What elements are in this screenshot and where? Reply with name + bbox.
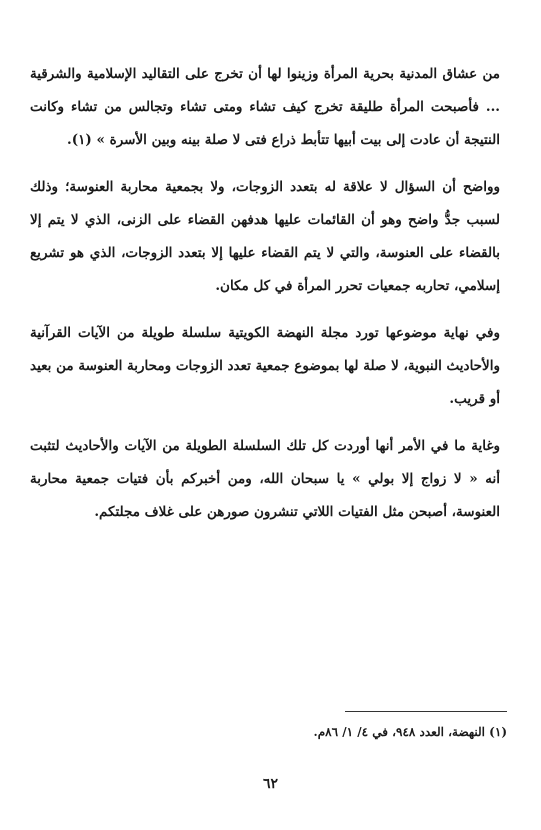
paragraph-4: وغاية ما في الأمر أنها أوردت كل تلك السلسلة الطويلة من الآيات والأحاديث لتثبت أنه « لا زواج إلا بولي » يا سبحان الله، ومن أخبركم بأن فتيات جمعية محاربة العنوسة، أصبحن مثل الفتيات اللاتي تنشرون صورهن على غلاف مجلتكم.: [30, 438, 500, 520]
main-text: [30, 58, 500, 543]
paragraph-3: وفي نهاية موضوعها تورد مجلة النهضة الكويتية سلسلة طويلة من الآيات القرآنية والأحاديث النبوية، لا صلة لها بموضوع جمعية تعدد الزوجات ومحاربة العنوسة من بعيد أو قريب.: [30, 325, 500, 407]
page-number: ٦٢: [262, 776, 279, 792]
footnote-divider: [345, 711, 507, 712]
paragraph-2: وواضح أن السؤال لا علاقة له بتعدد الزوجات، ولا بجمعية محاربة العنوسة؛ وذلك لسبب جدُّ واضح وهو أن القائمات عليها هدفهن القضاء على الزنى، الذي لا يتم إلا بالقضاء على العنوسة، والتي لا يتم القضاء عليها إلا بتعدد الزوجات، الذي هو تشريع إسلامي، تحاربه جمعيات تحرر المرأة في كل مكان.: [30, 179, 500, 294]
paragraph-1: من عشاق المدنية بحرية المرأة وزينوا لها أن تخرج على التقاليد الإسلامية والشرقية ... فأصبحت المرأة طليقة تخرج كيف تشاء ومتى تشاء وتجالس من تشاء وكانت النتيجة أن عادت إلى بيت أبيها تتأبط ذراع فتى لا صلة بينه وبين الأسرة » (١).: [30, 66, 500, 148]
footnote: (١) النهضة، العدد ٩٤٨، في ٤/ ١/ ٨٦م.: [313, 725, 507, 739]
